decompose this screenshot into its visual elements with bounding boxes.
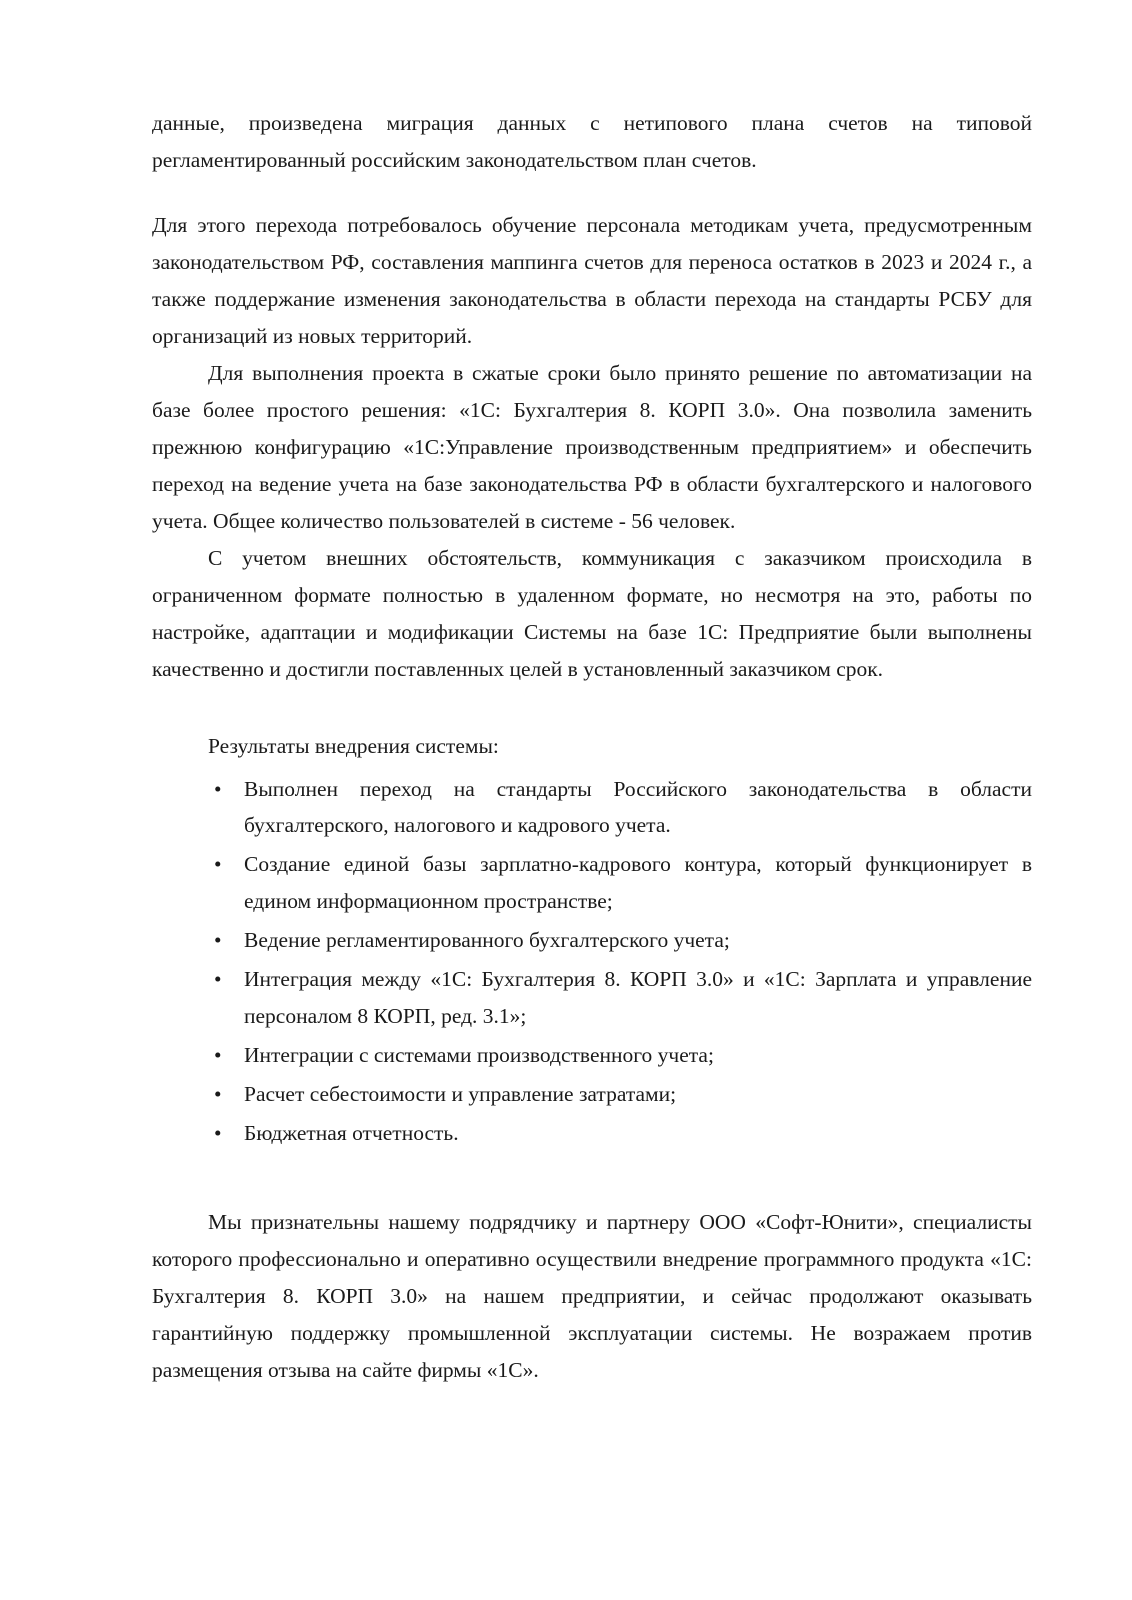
list-item-label: Ведение регламентированного бухгалтерского учета; [244,928,730,953]
bullet-icon: • [214,967,222,992]
list-item [152,846,1032,920]
bullet-icon: • [214,1043,222,1068]
list-item [152,1037,1032,1074]
list-item-label: Создание единой базы зарплатно-кадрового контура, который функционирует в едином информационном пространстве; [244,852,1032,914]
paragraph-automation-decision: Для выполнения проекта в сжатые сроки было принято решение по автоматизации на базе более простого решения: «1С: Бухгалтерия 8. КОРП 3.0». Она позволила заменить прежнюю конфигурацию «1С:Управление производственным предприятием» и обеспечить переход на ведение учета на базе законодательства РФ в области бухгалтерского и налогового учета. Общее количество пользователей в системе - 56 человек. [152,360,1032,533]
bullet-icon: • [214,928,222,953]
results-heading: Результаты внедрения системы: [208,733,499,758]
paragraph-communication: С учетом внешних обстоятельств, коммуникация с заказчиком происходила в ограниченном формате полностью в удаленном формате, но несмотря на это, работы по настройке, адаптации и модификации Системы на базе 1С: Предприятие были выполнены качественно и достигли поставленных целей в установленный заказчиком срок. [152,545,1032,681]
list-item-label: Интеграция между «1С: Бухгалтерия 8. КОРП 3.0» и «1С: Зарплата и управление персоналом 8 КОРП, ред. 3.1»; [244,967,1032,1029]
list-item-label: Расчет себестоимости и управление затратами; [244,1082,677,1107]
list-item [152,961,1032,1035]
bullet-icon: • [214,1121,222,1146]
list-item [152,1076,1032,1113]
section-spacer [152,1154,1032,1204]
section-spacer [152,688,1032,728]
list-item [152,1115,1032,1152]
document-body [152,105,1032,1389]
bullet-icon: • [214,776,222,801]
list-item [152,922,1032,959]
list-item-label: Выполнен переход на стандарты Российского законодательства в области бухгалтерского, налогового и кадрового учета. [244,776,1032,838]
bullet-icon: • [214,852,222,877]
paragraph-training: Для этого перехода потребовалось обучение персонала методикам учета, предусмотренным законодательством РФ, составления маппинга счетов для переноса остатков в 2023 и 2024 г., а также поддержание изменения законодательства в области перехода на стандарты РСБУ для организаций из новых территорий. [152,212,1032,348]
paragraph-acknowledgement: Мы признательны нашему подрядчику и партнеру ООО «Софт-Юнити», специалисты которого профессионально и оперативно осуществили внедрение программного продукта «1С: Бухгалтерия 8. КОРП 3.0» на нашем предприятии, и сейчас продолжают оказывать гарантийную поддержку промышленной эксплуатации системы. Не возражаем против размещения отзыва на сайте фирмы «1С». [152,1210,1032,1383]
list-item-label: Интеграции с системами производственного учета; [244,1043,714,1068]
list-item-label: Бюджетная отчетность. [244,1121,459,1146]
paragraph-continuation: данные, произведена миграция данных с нетипового плана счетов на типовой регламентированный российским законодательством план счетов. [152,111,1032,172]
paragraph-spacer [152,179,1032,207]
bullet-icon: • [214,1082,222,1107]
list-item [152,771,1032,845]
results-list [152,771,1032,1153]
